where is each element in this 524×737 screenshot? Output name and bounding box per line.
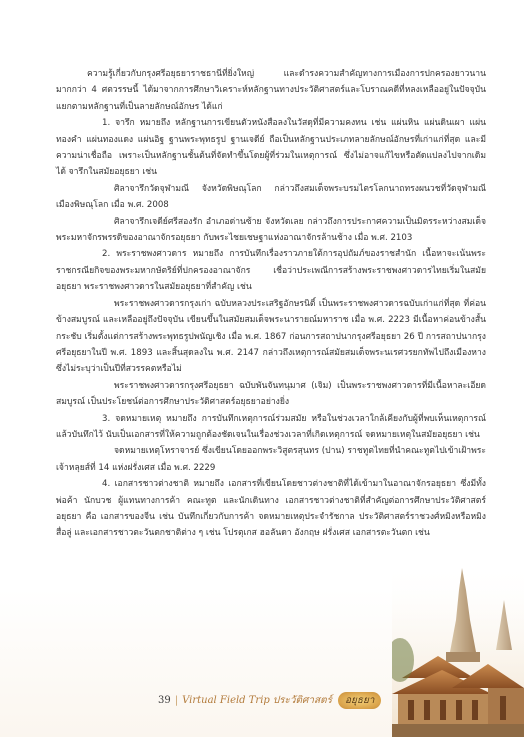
body-text [56,66,486,542]
temple-illustration [392,560,524,737]
page-number: 39 [158,694,171,706]
paragraph-record-example: จดหมายเหตุโหราจารย์ ซึ่งเขียนโดยออกพระวิสูตรสุนทร (ปาน) ราชทูตไทยที่นำคณะทูตไปเข้าเฝ้าพระเจ้าหลุยส์ที่ 14 แห่งฝรั่งเศส เมื่อ พ.ศ. 2229 [56,446,486,473]
footer-separator: | [174,694,179,706]
series-title: Virtual Field Trip [182,694,270,706]
page-footer [158,690,381,710]
series-subtitle: ประวัติศาสตร์ [272,694,332,706]
location-badge: อยุธยา [338,692,381,709]
paragraph-inscription-example-2: ศิลาจารึกเจดีย์ศรีสองรัก อำเภอด่านซ้าย จังหวัดเลย กล่าวถึงการประกาศความเป็นมิตรระหว่างสมเด็จพระมหาจักรพรรดิของอาณาจักรอยุธยา กับพระไชยเชษฐาแห่งอาณาจักรล้านช้าง เมื่อ พ.ศ. 2103 [56,216,486,244]
paragraph-intro: ความรู้เกี่ยวกับกรุงศรีอยุธยาราชธานีที่ยิ่งใหญ่ และดำรงความสำคัญทางการเมืองการปกครองยาวนานมากกว่า 4 ศตวรรษนี้ ได้มาจากการศึกษาวิเคราะห์หลักฐานทางประวัติศาสตร์และโบราณคดีที่หลงเหลืออยู่ในปัจจุบัน แยกตามหลักฐานที่เป็นลายลักษณ์อักษร ได้แก่ [56,69,486,112]
paragraph-inscription-example-1: ศิลาจารึกวัดจุฬามณี จังหวัดพิษณุโลก กล่าวถึงสมเด็จพระบรมไตรโลกนาถทรงผนวชที่วัดจุฬามณี เมืองพิษณุโลก เมื่อ พ.ศ. 2008 [56,183,486,211]
paragraph-record: 3. จดหมายเหตุ หมายถึง การบันทึกเหตุการณ์ร่วมสมัย หรือในช่วงเวลาใกล้เคียงกับผู้ที่พบเห็นเหตุการณ์แล้วบันทึกไว้ นับเป็นเอกสารที่ให้ความถูกต้องชัดเจนในเรื่องช่วงเวลาที่เกิดเหตุการณ์ จดหมายเหตุในสมัยอยุธยา เช่น [56,413,486,440]
paragraph-chronicle-example-1: พระราชพงศาวดารกรุงเก่า ฉบับหลวงประเสริฐอักษรนิติ์ เป็นพระราชพงศาวดารฉบับเก่าแก่ที่สุด ที่ค่อนข้างสมบูรณ์ และเหลืออยู่ถึงปัจจุบัน เขียนขึ้นในสมัยสมเด็จพระนารายณ์มหาราช เมื่อ พ.ศ. 2223 มีเนื้อหาค่อนข้างสั้นกระชับ เริ่มตั้งแต่การสร้างพระพุทธรูปพนัญเชิง เมื่อ พ.ศ. 1867 ก่อนการสถาปนากรุงศรีอยุธยา 26 ปี การสถาปนากรุงศรีอยุธยาในปี พ.ศ. 1893 และสิ้นสุดลงใน พ.ศ. 2147 กล่าวถึงเหตุการณ์สมัยสมเด็จพระนเรศวรยกทัพไปถึงเมืองหาง ซึ่งไม่ระบุว่าเป็นปีที่สวรรคตหรือไม่ [56,298,486,375]
paragraph-inscription: 1. จารึก หมายถึง หลักฐานการเขียนตัวหนังสือลงในวัสดุที่มีความคงทน เช่น แผ่นหิน แผ่นดินเผา แผ่นทองคำ แผ่นทองแดง แผ่นอิฐ ฐานพระพุทธรูป ฐานเจดีย์ ถือเป็นหลักฐานประเภทลายลักษณ์อักษรที่เก่าแก่ที่สุด และมีความน่าเชื่อถือ เพราะเป็นหลักฐานชั้นต้นที่จัดทำขึ้นโดยผู้ที่ร่วมในเหตุการณ์ ซึ่งไม่อาจแก้ไขหรือตัดแปลงไปจากเดิมได้ จารึกในสมัยอยุธยา เช่น [56,118,486,178]
paragraph-foreign-documents: 4. เอกสารชาวต่างชาติ หมายถึง เอกสารที่เขียนโดยชาวต่างชาติที่ได้เข้ามาในอาณาจักรอยุธยา ซึ่งมีทั้งพ่อค้า นักบวช ผู้แทนทางการค้า คณะทูต และนักเดินทาง เอกสารชาวต่างชาติที่สำคัญต่อการศึกษาประวัติศาสตร์อยุธยา คือ เอกสารของจีน เช่น บันทึกเกี่ยวกับการค้า จดหมายเหตุประจำรัชกาล ประวัติศาสตร์ราชวงศ์หมิงหรือหมิงสื่อลู่ และเอกสารชาวตะวันตกชาติต่าง ๆ เช่น โปรตุเกส ฮอลันดา อังกฤษ ฝรั่งเศส เอกสารตะวันตก เช่น [56,479,486,539]
paragraph-chronicle-example-2: พระราชพงศาวดารกรุงศรีอยุธยา ฉบับพันจันทนุมาศ (เจิม) เป็นพระราชพงศาวดารที่มีเนื้อหาละเอียดสมบูรณ์ เป็นประโยชน์ต่อการศึกษาประวัติศาสตร์อยุธยาอย่างยิ่ง [56,380,486,408]
paragraph-chronicle: 2. พระราชพงศาวดาร หมายถึง การบันทึกเรื่องราวภายใต้การอุปถัมภ์ของราชสำนัก เนื้อหาจะเน้นพระราชกรณียกิจของพระมหากษัตริย์ที่ปกครองอาณาจักร เชื่อว่าประเพณีการสร้างพระราชพงศาวดารไทยเริ่มในสมัยอยุธยา พระราชพงศาวดารในสมัยอยุธยาที่สำคัญ เช่น [56,249,486,293]
